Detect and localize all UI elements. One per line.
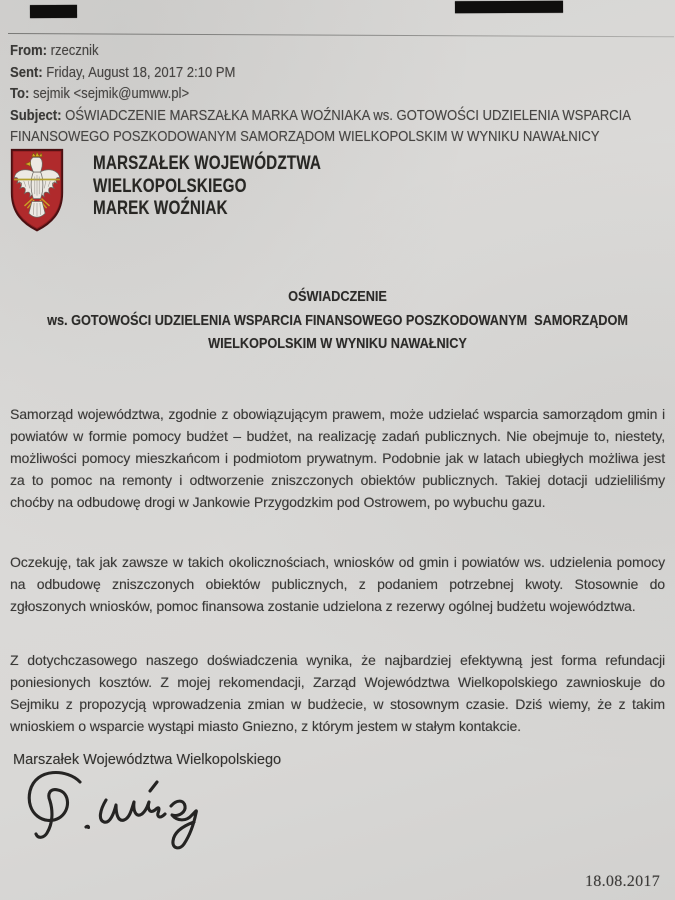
- letterhead-line-2: WIELKOPOLSKIEGO: [93, 174, 247, 197]
- email-sent-line: [10, 63, 675, 85]
- subject-label: Subject:: [10, 107, 62, 124]
- document-date: 18.08.2017: [585, 873, 660, 890]
- sent-label: Sent:: [10, 64, 43, 81]
- statement-title: [42, 286, 633, 357]
- body-paragraph-2: Oczekuję, tak jak zawsze w takich okolicznościach, wniosków od gmin i powiatów ws. udzielenia pomocy na odbudowę zniszczonych obiektów publicznych, z podaniem potrzebnej kwoty. Stosownie do zgłoszonych wniosków, pomoc finansowa zostanie udzielona z rezerwy ogólnej budżetu województwa.: [10, 554, 665, 614]
- wielkopolska-coat-of-arms-icon: [9, 147, 65, 234]
- letterhead-text: [93, 152, 321, 220]
- letterhead-line-1: MARSZAŁEK WOJEWÓDZTWA: [93, 152, 322, 174]
- to-value: sejmik <sejmik@umww.pl>: [32, 86, 190, 103]
- subject-value-line1: OŚWIADCZENIE MARSZAŁKA MARKA WOŹNIAKA ws. GOTOWOŚCI UDZIELENIA WSPARCIA: [65, 107, 631, 124]
- redaction-bar-left: [30, 5, 77, 18]
- sign-off-title: Marszałek Województwa Wielkopolskiego: [13, 752, 282, 768]
- title-line-1: OŚWIADCZENIE: [288, 289, 387, 305]
- letterhead-line-3: MAREK WOŹNIAK: [93, 197, 228, 220]
- body-paragraph-1: Samorząd województwa, zgodnie z obowiązującym prawem, może udzielać wsparcia samorządom gmin i powiatów w formie pomocy budżet – budżet, na realizację zadań publicznych. Nie obejmuje to, niestety, możliwości pomocy mieszkańcom i podmiotom prywatnym. Podobnie jak w latach ubiegłych możliwa jest za to pomoc na remonty i odtworzenie zniszczonych obiektów publicznych. Takiej dotacji udzieliliśmy choćby na odbudowę drogi w Jankowie Przygodzkim pod Ostrowem, po wybuchu gazu.: [10, 406, 665, 510]
- sent-value: Friday, August 18, 2017 2:10 PM: [46, 64, 236, 81]
- email-subject-line-1: [10, 106, 675, 128]
- body-paragraph-3: Z dotychczasowego naszego doświadczenia wynika, że najbardziej efektywną jest forma refundacji poniesionych kosztów. Z mojej rekomendacji, Zarząd Województwa Wielkopolskiego zawnioskuje do Sejmiku z propozycją wprowadzenia zmian w budżecie, w stosownym czasie. Dziś wiemy, że z takim wnioskiem o wsparcie wystąpi miasto Gniezno, z którym jestem w stałym kontakcie.: [10, 652, 665, 734]
- email-subject-line-2: [10, 127, 675, 149]
- subject-value-line2: FINANSOWEGO POSZKODOWANYM SAMORZĄDOM WIELKOPOLSKIM W WYNIKU NAWAŁNICY: [10, 129, 600, 146]
- handwritten-signature: [18, 764, 228, 860]
- header-divider-line: [8, 33, 674, 38]
- email-to-line: [10, 84, 675, 106]
- from-value: rzecznik: [50, 43, 99, 59]
- email-header: [10, 41, 675, 149]
- from-label: From:: [10, 43, 47, 59]
- redaction-bar-right: [455, 1, 563, 14]
- email-from-line: [10, 41, 675, 63]
- title-line-2: ws. GOTOWOŚCI UDZIELENIA WSPARCIA FINANSOWEGO POSZKODOWANYM SAMORZĄDOM: [47, 312, 628, 329]
- to-label: To:: [10, 86, 30, 103]
- title-line-3: WIELKOPOLSKIM W WYNIKU NAWAŁNICY: [208, 336, 467, 353]
